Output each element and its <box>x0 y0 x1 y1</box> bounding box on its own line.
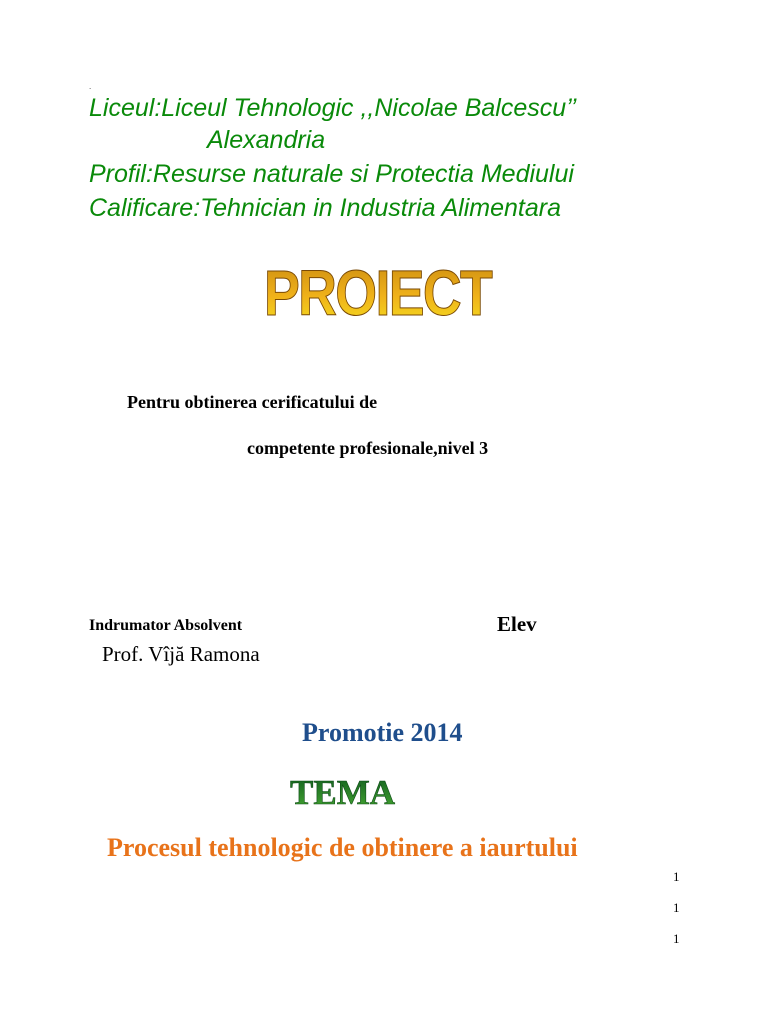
page-number: 1 <box>673 900 680 915</box>
subtitle-line-2: competente profesionale,nivel 3 <box>247 438 489 458</box>
page-number: 1 <box>673 869 680 884</box>
proiect-wordart-text: PROIECT <box>264 256 492 330</box>
tema-wordart <box>290 772 410 822</box>
school-name: Liceul:Liceul Tehnologic ,,Nicolae Balcescu’’ <box>89 94 577 122</box>
page-number: 1 <box>673 931 680 946</box>
proiect-wordart <box>264 255 492 330</box>
tema-wordart-text: TEMA <box>290 773 395 812</box>
qualification-line: Calificare:Tehnician in Industria Alimentara <box>89 194 561 222</box>
school-city: Alexandria <box>207 126 326 154</box>
teacher-name: Prof. Vîjă Ramona <box>102 642 260 666</box>
promotie-year: Promotie 2014 <box>302 718 463 747</box>
elev-label: Elev <box>497 612 537 636</box>
profile-line: Profil:Resurse naturale si Protectia Mediului <box>89 160 574 188</box>
project-title: Procesul tehnologic de obtinere a iaurtului <box>107 833 578 862</box>
stray-dot: . <box>89 82 92 91</box>
subtitle-line-1: Pentru obtinerea cerificatului de <box>127 392 378 412</box>
indrumator-absolvent-label: Indrumator Absolvent <box>89 617 243 634</box>
